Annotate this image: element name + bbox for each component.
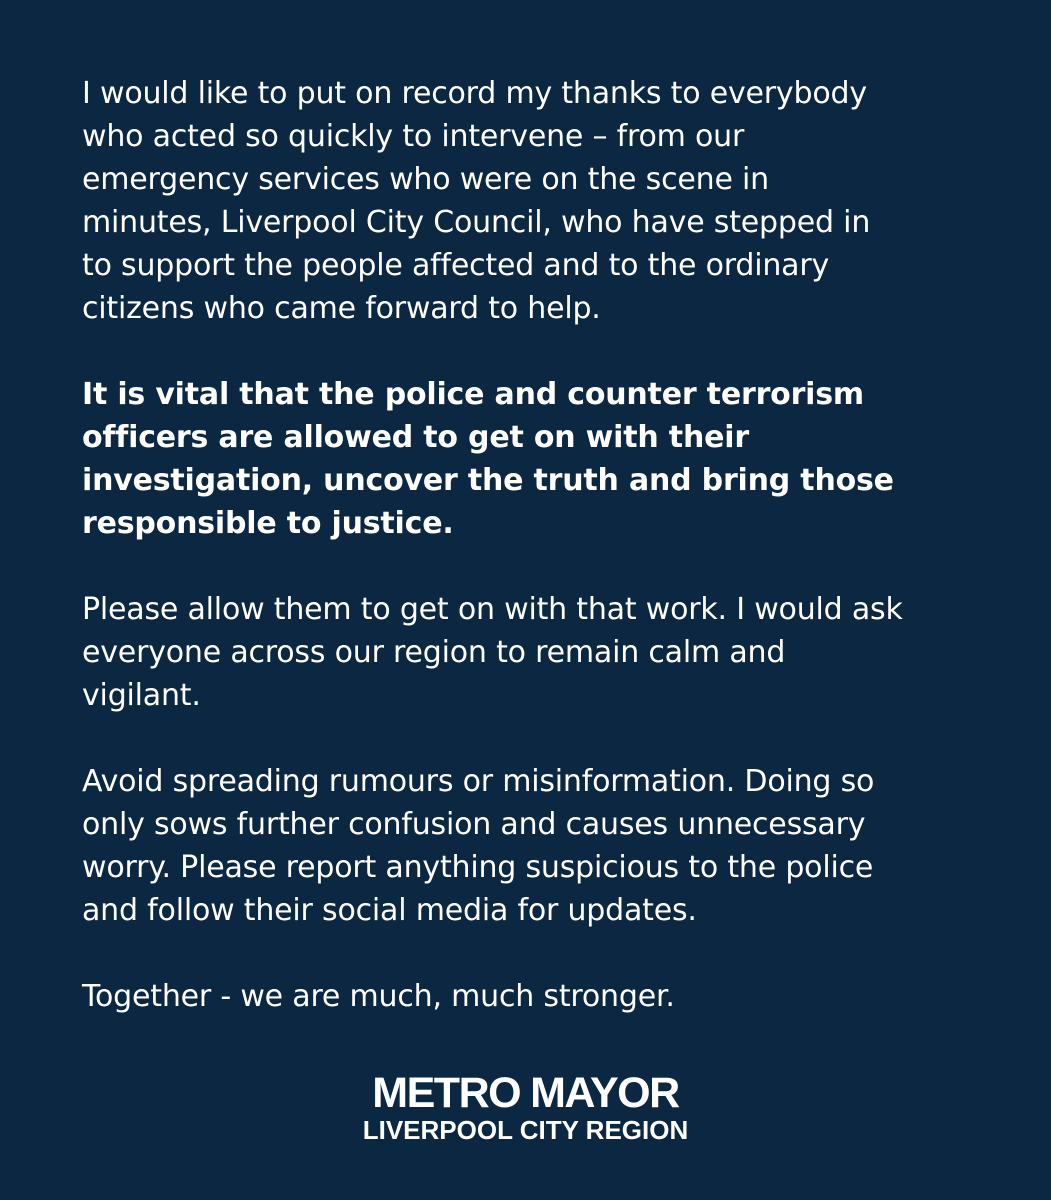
text-line: Together - we are much, much stronger. <box>82 979 675 1014</box>
text-line: vigilant. <box>82 678 201 713</box>
text-line: Avoid spreading rumours or misinformation. Doing so <box>82 764 875 799</box>
text-line: investigation, uncover the truth and bring those <box>82 463 894 498</box>
text-line: only sows further confusion and causes unnecessary <box>82 807 866 842</box>
text-line: citizens who came forward to help. <box>82 291 601 326</box>
paragraph-thanks <box>82 72 982 330</box>
metro-mayor-logo <box>0 1070 1051 1144</box>
text-line: Please allow them to get on with that work. I would ask <box>82 592 903 627</box>
text-line: worry. Please report anything suspicious to the police <box>82 850 874 885</box>
text-line: to support the people affected and to the ordinary <box>82 248 830 283</box>
text-line: I would like to put on record my thanks to everybody <box>82 76 867 111</box>
paragraph-together <box>82 975 982 1018</box>
logo-word-metro: METRO <box>372 1069 521 1117</box>
text-line: who acted so quickly to intervene – from our <box>82 119 745 154</box>
paragraph-investigation <box>82 373 982 545</box>
statement-body <box>82 72 982 1061</box>
paragraph-remain-calm <box>82 588 982 717</box>
text-line: officers are allowed to get on with their <box>82 420 749 455</box>
text-line: everyone across our region to remain calm and <box>82 635 786 670</box>
logo-subtitle: LIVERPOOL CITY REGION <box>362 1115 689 1145</box>
text-line: emergency services who were on the scene in <box>82 162 769 197</box>
text-line: and follow their social media for updates. <box>82 893 697 928</box>
logo-word-mayor: MAYOR <box>530 1069 679 1117</box>
text-line: minutes, Liverpool City Council, who have stepped in <box>82 205 871 240</box>
paragraph-avoid-rumours <box>82 760 982 932</box>
text-line: responsible to justice. <box>82 506 454 541</box>
text-line: It is vital that the police and counter terrorism <box>82 377 864 412</box>
logo-title <box>0 1070 1051 1116</box>
